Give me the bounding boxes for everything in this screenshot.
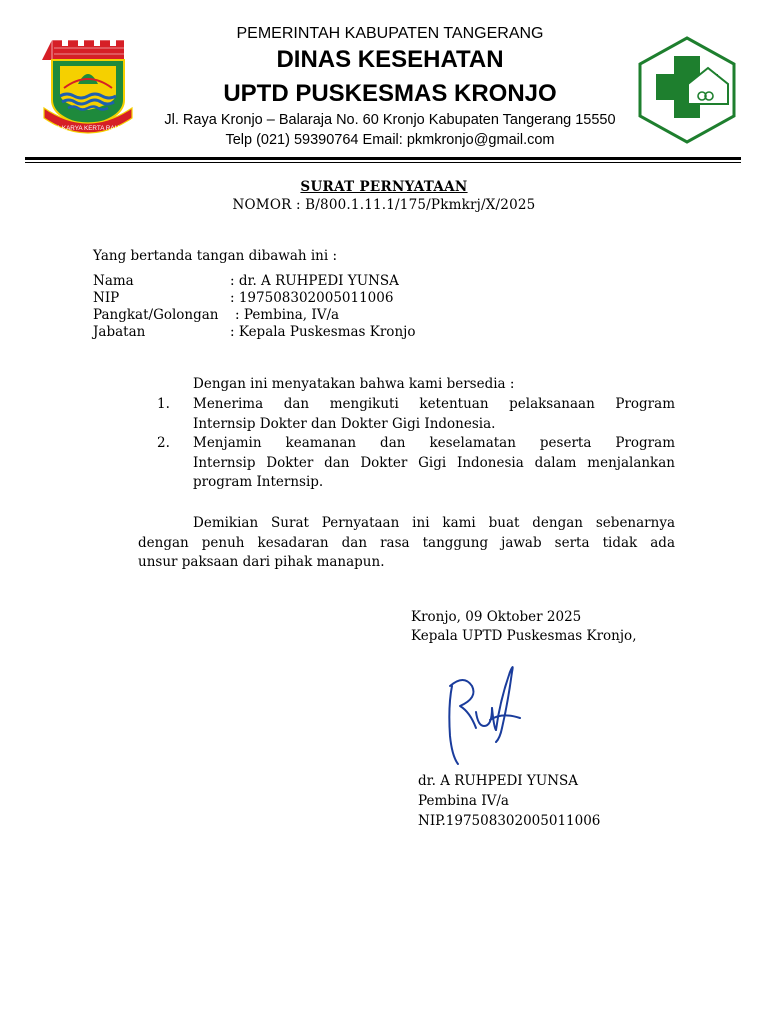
field-value-position: : Kepala Puskesmas Kronjo — [230, 324, 416, 340]
statement-item-1 — [193, 395, 675, 434]
item-number-1: 1. — [157, 396, 170, 412]
item-2-line-2: Internsip Dokter dan Dokter Gigi Indonesia dalam menjalankan — [193, 454, 675, 471]
field-value-rank: : Pembina, IV/a — [235, 307, 340, 323]
svg-text:SATYA KARYA KERTA RAHARJA: SATYA KARYA KERTA RAHARJA — [42, 125, 134, 132]
signature-position: Kepala UPTD Puskesmas Kronjo, — [411, 628, 637, 644]
closing-line-3: unsur paksaan dari pihak manapun. — [138, 554, 385, 570]
field-label-rank: Pangkat/Golongan — [93, 307, 219, 323]
document-title: SURAT PERNYATAAN — [300, 179, 468, 195]
document-number: NOMOR : B/800.1.11.1/175/Pkmkrj/X/2025 — [232, 197, 536, 213]
statement-intro: Dengan ini menyatakan bahwa kami bersedia : — [193, 376, 515, 392]
field-label-name: Nama — [93, 273, 134, 289]
field-label-nip: NIP — [93, 290, 120, 306]
intro-text: Yang bertanda tangan dibawah ini : — [93, 248, 338, 264]
closing-paragraph — [138, 514, 675, 573]
field-label-position: Jabatan — [93, 324, 146, 340]
letterhead-unit: UPTD PUSKESMAS KRONJO — [223, 80, 557, 107]
letterhead-divider-thick — [25, 157, 741, 160]
letterhead-contact: Telp (021) 59390764 Email: pkmkronjo@gmail.com — [225, 132, 555, 148]
signature-place-date: Kronjo, 09 Oktober 2025 — [411, 609, 582, 625]
field-value-name: : dr. A RUHPEDI YUNSA — [230, 273, 399, 289]
signer-nip: NIP.197508302005011006 — [418, 813, 601, 829]
letterhead-agency: DINAS KESEHATAN — [276, 46, 504, 73]
item-2-line-1: Menjamin keamanan dan keselamatan peserta Program — [193, 435, 675, 451]
signer-rank: Pembina IV/a — [418, 793, 509, 809]
letterhead-government: PEMERINTAH KABUPATEN TANGERANG — [236, 25, 544, 42]
handwritten-signature-icon — [440, 656, 530, 768]
item-2-line-3: program Internsip. — [193, 474, 324, 490]
statement-item-2 — [193, 434, 675, 493]
letterhead-divider-thin — [25, 162, 741, 163]
item-1-line-2: Internsip Dokter dan Dokter Gigi Indonesia. — [193, 415, 496, 432]
closing-line-2: dengan penuh kesadaran dan rasa tanggung jawab serta tidak ada — [138, 534, 675, 551]
letterhead-address: Jl. Raya Kronjo – Balaraja No. 60 Kronjo Kabupaten Tangerang 15550 — [164, 112, 616, 128]
signer-name: dr. A RUHPEDI YUNSA — [418, 773, 579, 789]
item-number-2: 2. — [157, 435, 170, 451]
item-1-line-1: Menerima dan mengikuti ketentuan pelaksanaan Program — [193, 396, 675, 412]
field-value-nip: : 197508302005011006 — [230, 290, 394, 306]
closing-line-1: Demikian Surat Pernyataan ini kami buat dengan sebenarnya — [193, 515, 675, 531]
